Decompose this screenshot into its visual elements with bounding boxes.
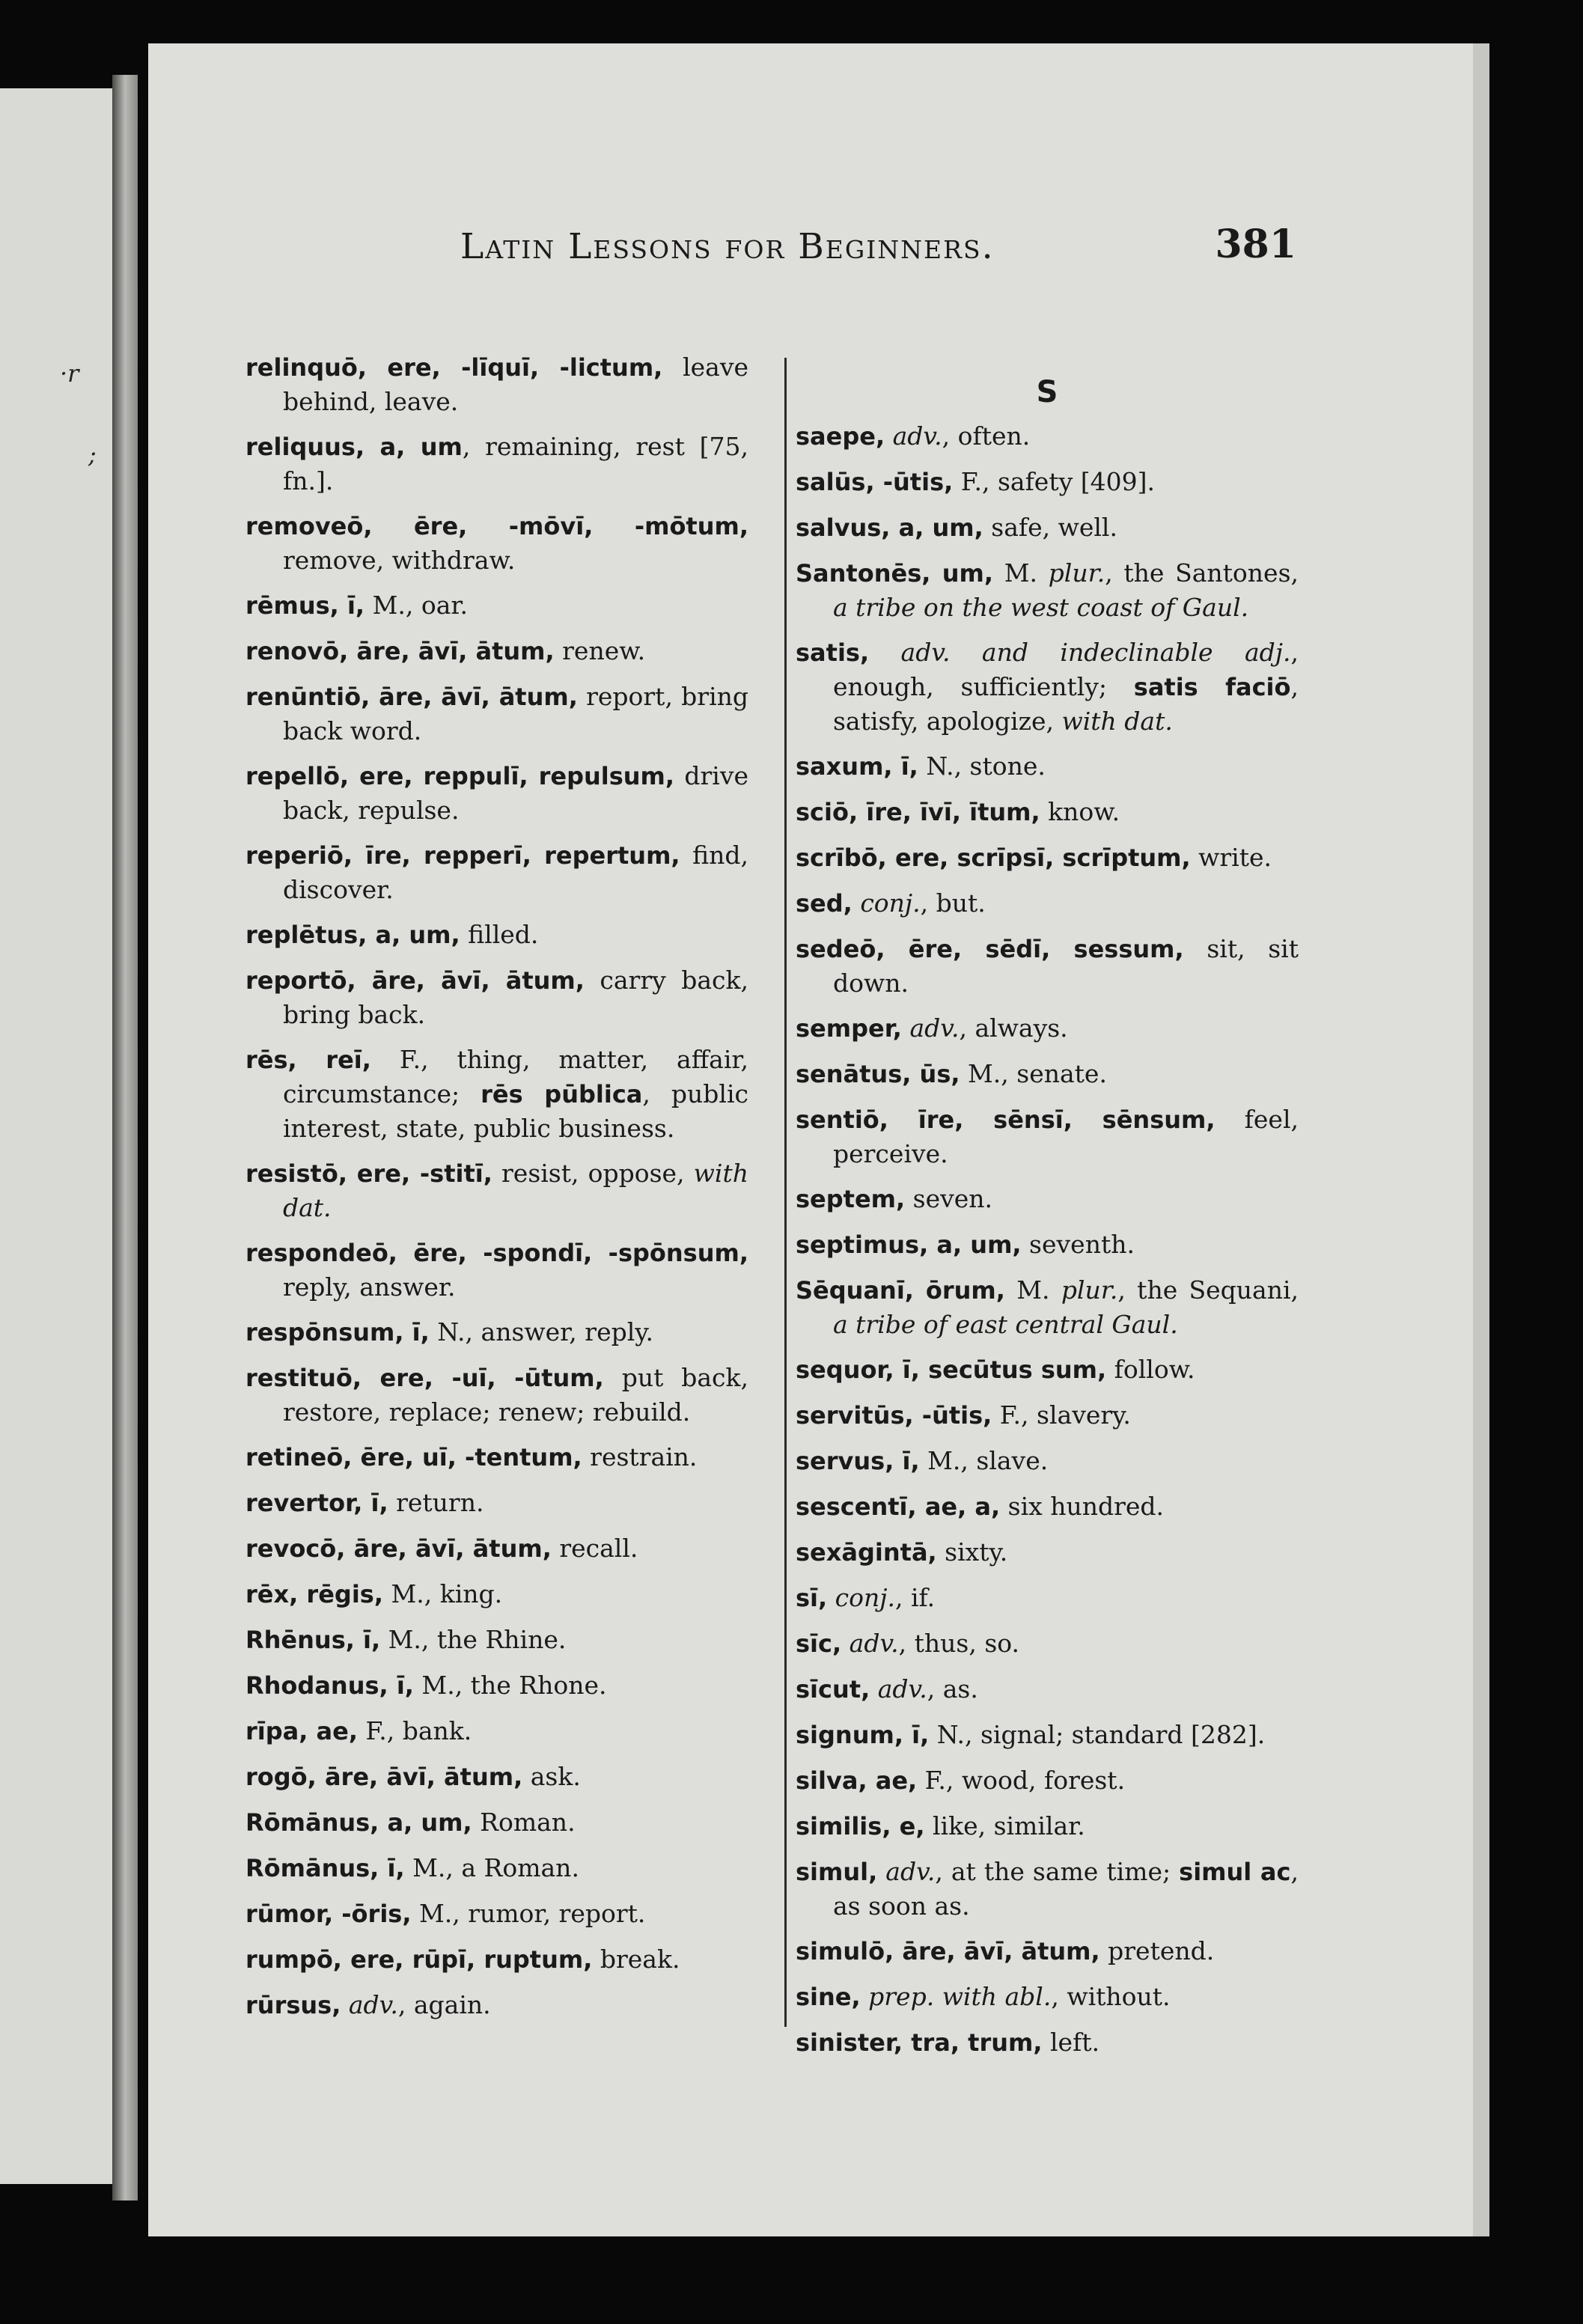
dictionary-entry (796, 1809, 1299, 1843)
dictionary-entry (245, 963, 748, 1031)
dictionary-entry (245, 1988, 748, 2022)
entry-definition: , the Santones, (1105, 558, 1299, 588)
entry-headword: saepe, (796, 422, 885, 451)
dictionary-entry (796, 1489, 1299, 1524)
entry-definition: pretend. (1099, 1936, 1215, 1965)
entry-headword: salūs, -ūtis, (796, 468, 954, 496)
entry-headword: reperiō, īre, repperī, repertum, (245, 841, 680, 870)
entry-definition: remove, withdraw. (283, 546, 516, 575)
dictionary-entry (245, 759, 748, 827)
dictionary-entry (796, 1444, 1299, 1478)
entry-headword: sequor, ī, secūtus sum, (796, 1355, 1107, 1384)
entry-definition: M., oar. (365, 591, 469, 620)
entry-headword: resistō, ere, -stitī, (245, 1159, 492, 1188)
entry-headword: sciō, īre, īvī, ītum, (796, 798, 1040, 826)
entry-definition: M. (993, 558, 1049, 588)
entry-definition: , satisfy, apologize, (833, 672, 1299, 736)
right-column (796, 358, 1299, 2071)
entry-definition: put back, restore, replace; renew; rebuild. (283, 1363, 748, 1427)
dictionary-entry (245, 1577, 748, 1611)
entry-note: a tribe on the west coast of Gaul. (833, 593, 1249, 622)
entry-headword: rogō, āre, āvī, ātum, (245, 1763, 523, 1791)
dictionary-entry (245, 838, 748, 906)
entry-definition: , remaining, rest [75, fn.]. (283, 432, 748, 495)
entry-headword: restituō, ere, -uī, -ūtum, (245, 1364, 604, 1392)
entry-definition: N., answer, reply. (429, 1317, 654, 1346)
entry-headword: rēs, reī, (245, 1046, 371, 1074)
entry-headword: rīpa, ae, (245, 1717, 358, 1745)
entry-definition: like, similar. (924, 1811, 1085, 1840)
entry-headword: replētus, a, um, (245, 921, 460, 949)
entry-headword: revocō, āre, āvī, ātum, (245, 1534, 552, 1563)
dictionary-entry (796, 635, 1299, 738)
entry-headword: sexāgintā, (796, 1538, 937, 1567)
entry-definition: M., rumor, report. (411, 1899, 646, 1928)
dictionary-entry (245, 634, 748, 668)
dictionary-entry (796, 1011, 1299, 1046)
entry-definition: recall. (551, 1534, 638, 1563)
entry-definition: six hundred. (1000, 1492, 1165, 1521)
dictionary-entry (796, 1980, 1299, 2014)
entry-grammar-note: adv. (849, 1629, 899, 1658)
entry-headword: satis, (796, 638, 870, 667)
dictionary-entry (796, 1535, 1299, 1570)
dictionary-entry (796, 1672, 1299, 1707)
dictionary-entry (245, 1714, 748, 1748)
entry-definition: M., the Rhone. (413, 1671, 607, 1700)
entry-definition: break. (592, 1945, 680, 1974)
entry-headword: Rhēnus, ī, (245, 1626, 381, 1654)
entry-definition: M., a Roman. (404, 1853, 579, 1882)
entry-definition: , at the same time; (935, 1857, 1180, 1886)
entry-definition: F., wood, forest. (917, 1766, 1126, 1795)
dictionary-entry (796, 1855, 1299, 1923)
entry-headword: saxum, ī, (796, 752, 918, 781)
dictionary-entry (796, 795, 1299, 829)
dictionary-entry (796, 1182, 1299, 1216)
entry-headword: Rhodanus, ī, (245, 1671, 414, 1700)
entry-headword: Sēquanī, ōrum, (796, 1276, 1005, 1305)
entry-headword: retineō, ēre, uī, -tentum, (245, 1443, 582, 1471)
entry-phrase: simul ac (1179, 1858, 1291, 1886)
dictionary-entry (245, 509, 748, 577)
entry-definition: reply, answer. (283, 1272, 456, 1302)
entry-definition: restrain. (582, 1442, 698, 1471)
entry-definition: , always. (959, 1013, 1068, 1043)
previous-page-mark: ·r (60, 359, 79, 388)
dictionary-entry (245, 1043, 748, 1145)
entry-definition: , without. (1051, 1982, 1171, 2011)
entry-headword: simulō, āre, āvī, ātum, (796, 1937, 1100, 1965)
page-header (314, 222, 1319, 293)
entry-definition: feel, perceive. (833, 1105, 1299, 1168)
entry-definition: write. (1190, 843, 1272, 872)
entry-headword: renūntiō, āre, āvī, ātum, (245, 683, 578, 711)
entry-headword: salvus, a, um, (796, 513, 983, 542)
entry-headword: simul, (796, 1858, 878, 1886)
entry-headword: sīc, (796, 1629, 842, 1658)
entry-headword: respondeō, ēre, -spondī, -spōnsum, (245, 1239, 748, 1267)
entry-definition: F., thing, matter, affair, circumstance; (283, 1045, 749, 1108)
entry-headword: reportō, āre, āvī, ātum, (245, 966, 585, 995)
running-title: Latin Lessons for Beginners. (460, 226, 995, 267)
dictionary-entry (796, 556, 1299, 624)
dictionary-entry (245, 350, 748, 418)
entry-note: with dat. (1061, 707, 1173, 736)
entry-definition: F., bank. (358, 1716, 472, 1745)
entry-definition: leave behind, leave. (283, 353, 749, 416)
entry-definition: return. (388, 1488, 484, 1517)
entry-definition: , often. (942, 421, 1031, 451)
entry-headword: septem, (796, 1185, 906, 1213)
entry-definition: safe, well. (983, 513, 1117, 542)
dictionary-entry (245, 1623, 748, 1657)
dictionary-entry (245, 680, 748, 748)
dictionary-entry (796, 465, 1299, 499)
entry-headword: sescentī, ae, a, (796, 1492, 1001, 1521)
entry-headword: rūrsus, (245, 1991, 341, 2019)
entry-headword: scrībō, ere, scrīpsī, scrīptum, (796, 844, 1191, 872)
entry-headword: rūmor, -ōris, (245, 1900, 412, 1928)
entry-headword: rēx, rēgis, (245, 1580, 383, 1608)
entry-headword: sentiō, īre, sēnsī, sēnsum, (796, 1105, 1216, 1134)
entry-definition: seven. (905, 1184, 993, 1213)
entry-grammar-note: adv. (909, 1013, 960, 1043)
entry-definition: renew. (554, 636, 646, 665)
dictionary-entry (796, 886, 1299, 921)
dictionary-entry (796, 419, 1299, 454)
page-number: 381 (1215, 222, 1296, 267)
entry-headword: sīcut, (796, 1675, 870, 1704)
entry-definition: F., slavery. (992, 1400, 1131, 1430)
entry-headword: respōnsum, ī, (245, 1318, 430, 1346)
entry-definition: filled. (460, 920, 539, 949)
entry-headword: relinquō, ere, -līquī, -lictum, (245, 353, 663, 382)
entry-grammar-note: adv. (877, 1674, 927, 1704)
entry-definition: report, bring back word. (283, 682, 748, 745)
entry-definition: find, discover. (283, 841, 748, 904)
entry-definition: N., stone. (918, 751, 1046, 781)
letter-heading: S (1036, 375, 1058, 409)
dictionary-entry (245, 588, 748, 623)
entry-phrase: satis faciō (1133, 673, 1291, 701)
entry-grammar-note: adv. and indeclinable adj. (900, 638, 1291, 667)
entry-definition: , again. (397, 1990, 491, 2019)
dictionary-entry (245, 1668, 748, 1703)
dictionary-entry (796, 749, 1299, 784)
dictionary-entry (245, 918, 748, 952)
dictionary-entry (796, 1398, 1299, 1433)
entry-headword: Rōmānus, a, um, (245, 1808, 472, 1837)
entry-definition: , enough, sufficiently; (833, 638, 1299, 701)
entry-grammar-note: conj. (860, 888, 921, 918)
dictionary-entry (245, 1897, 748, 1931)
entry-definition: follow. (1106, 1355, 1195, 1384)
entry-definition: F., safety [409]. (953, 467, 1155, 496)
dictionary-entry (796, 1352, 1299, 1387)
entry-definition: , as soon as. (833, 1857, 1299, 1921)
entry-definition: sit, sit down. (833, 934, 1299, 998)
dictionary-entry (245, 1531, 748, 1566)
page-gutter-shadow (112, 75, 138, 2201)
entry-grammar-note: adv. (892, 421, 942, 451)
entry-definition: M. (1004, 1275, 1061, 1305)
column-divider (784, 358, 787, 2027)
dictionary-entry (245, 1315, 748, 1349)
entry-definition: carry back, bring back. (283, 966, 748, 1029)
entry-headword: similis, e, (796, 1812, 925, 1840)
dictionary-entry (796, 1057, 1299, 1091)
entry-definition: ask. (522, 1762, 581, 1791)
entry-headword: silva, ae, (796, 1766, 918, 1795)
entry-definition: seventh. (1021, 1230, 1135, 1259)
entry-headword: servitūs, -ūtis, (796, 1401, 992, 1430)
entry-headword: sed, (796, 889, 852, 918)
entry-headword: Rōmānus, ī, (245, 1854, 405, 1882)
entry-grammar-note: prep. with abl. (868, 1982, 1052, 2011)
previous-page (0, 88, 112, 2184)
entry-headword: repellō, ere, reppulī, repulsum, (245, 762, 675, 790)
entry-grammar-note: with dat. (283, 1159, 748, 1222)
dictionary-entry (796, 1934, 1299, 1968)
entry-headword: renovō, āre, āvī, ātum, (245, 637, 555, 665)
entry-grammar-note: adv. (348, 1990, 398, 2019)
entry-definition: know. (1040, 797, 1120, 826)
dictionary-entry (796, 1718, 1299, 1752)
dictionary-entry (245, 1361, 748, 1429)
entry-definition: M., the Rhine. (380, 1625, 567, 1654)
dictionary-entry (796, 1626, 1299, 1661)
entry-definition: , public interest, state, public business. (283, 1079, 748, 1143)
entry-definition: N., signal; standard [282]. (929, 1720, 1266, 1749)
entry-headword: revertor, ī, (245, 1489, 388, 1517)
dictionary-entry (245, 1236, 748, 1304)
entry-headword: reliquus, a, um (245, 433, 463, 461)
dictionary-entry (245, 1805, 748, 1840)
entry-headword: sine, (796, 1983, 861, 2011)
entry-definition: M., senate. (960, 1059, 1107, 1088)
entry-definition: M., slave. (919, 1446, 1049, 1475)
dictionary-entry (245, 1851, 748, 1885)
dictionary-entry (796, 1763, 1299, 1798)
entry-grammar-note: plur. (1048, 558, 1105, 588)
entry-headword: removeō, ēre, -mōvī, -mōtum, (245, 512, 748, 540)
entry-grammar-note: conj. (835, 1583, 895, 1612)
dictionary-entry (245, 1486, 748, 1520)
entry-definition: , but. (920, 888, 986, 918)
dictionary-entry (245, 1440, 748, 1474)
dictionary-entry (796, 1273, 1299, 1341)
dictionary-entry (245, 430, 748, 498)
entry-headword: rēmus, ī, (245, 591, 365, 620)
entry-definition: left. (1042, 2028, 1100, 2057)
entry-definition: sixty. (936, 1537, 1008, 1567)
entry-headword: sinister, tra, trum, (796, 2028, 1043, 2057)
entry-headword: septimus, a, um, (796, 1230, 1022, 1259)
dictionary-entry (796, 841, 1299, 875)
entry-headword: sī, (796, 1584, 828, 1612)
previous-page-mark: ; (88, 440, 97, 469)
dictionary-entry (245, 1760, 748, 1794)
entry-headword: semper, (796, 1014, 902, 1043)
entry-definition: resist, oppose, (492, 1159, 694, 1188)
dictionary-entry (245, 1156, 748, 1224)
dictionary-entry (796, 510, 1299, 545)
dictionary-entry (796, 932, 1299, 1000)
left-column (245, 350, 748, 2034)
entry-definition: M., king. (382, 1579, 503, 1608)
entry-grammar-note: plur. (1061, 1275, 1118, 1305)
entry-headword: servus, ī, (796, 1447, 920, 1475)
entry-definition: drive back, repulse. (283, 761, 749, 825)
entry-headword: signum, ī, (796, 1721, 930, 1749)
dictionary-entry (796, 1581, 1299, 1615)
dictionary-entry (796, 1227, 1299, 1262)
entry-headword: senātus, ūs, (796, 1060, 960, 1088)
entry-definition: Roman. (472, 1808, 576, 1837)
entry-definition: , thus, so. (898, 1629, 1020, 1658)
entry-headword: rumpō, ere, rūpī, ruptum, (245, 1945, 593, 1974)
entry-definition: , the Sequani, (1117, 1275, 1299, 1305)
entry-headword: sedeō, ēre, sēdī, sessum, (796, 935, 1184, 963)
entry-grammar-note: adv. (885, 1857, 936, 1886)
entry-headword: Santonēs, um, (796, 559, 994, 588)
entry-phrase: rēs pūblica (481, 1080, 643, 1108)
entry-definition: , if. (895, 1583, 936, 1612)
entry-definition: , as. (927, 1674, 978, 1704)
dictionary-entry (245, 1942, 748, 1977)
entry-note: a tribe of east central Gaul. (833, 1310, 1178, 1339)
dictionary-entry (796, 2025, 1299, 2060)
dictionary-entry (796, 1102, 1299, 1171)
